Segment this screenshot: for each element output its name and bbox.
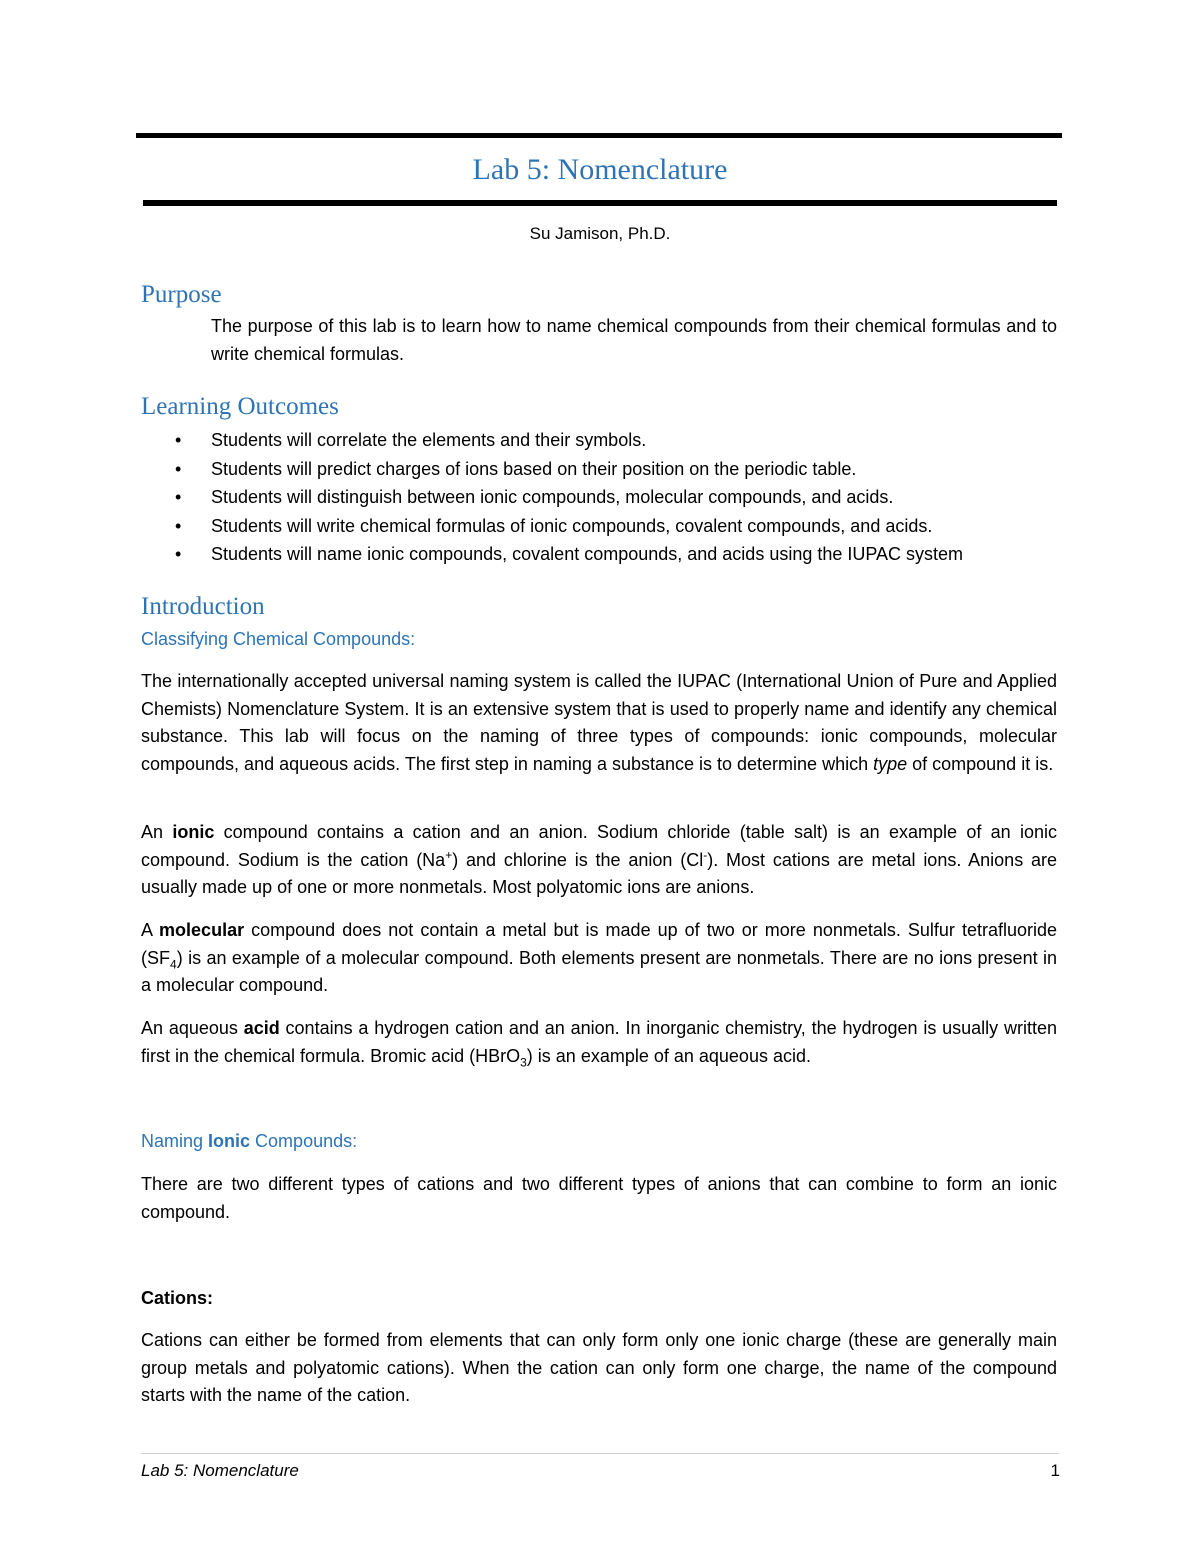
purpose-heading: Purpose — [141, 281, 222, 308]
document-title: Lab 5: Nomenclature — [472, 153, 728, 186]
introduction-heading: Introduction — [141, 593, 265, 620]
list-item: • Students will name ionic compounds, covalent compounds, and acids using the IUPAC system — [141, 540, 1081, 569]
list-item: • Students will correlate the elements and their symbols. — [141, 426, 1081, 455]
list-item: • Students will write chemical formulas of ionic compounds, covalent compounds, and acids. — [141, 512, 1081, 541]
list-item: • Students will predict charges of ions based on their position on the periodic table. — [141, 455, 1081, 484]
intro-paragraph-molecular: A molecular compound does not contain a metal but is made up of two or more nonmetals. Sulfur tetrafluoride $(SF_4)$ is an example of a molecular compound. Both elements present are nonmetals. There are no ions present in a molecular compound. — [141, 920, 1057, 995]
bullet-icon: • — [175, 515, 182, 536]
footer-title: Lab 5: Nomenclature — [141, 1461, 299, 1480]
bullet-icon: • — [175, 544, 182, 564]
cations-text: Cations can either be formed from elements that can only form only one ionic charge (these are generally main group metals and polyatomic cations). When the cation can only form one charge, the name of the compound starts with the name of the cation. — [141, 1330, 1057, 1405]
title-bottom-rule — [143, 200, 1057, 206]
learning-outcomes-heading: Learning Outcomes — [141, 393, 339, 420]
cations-heading: Cations: — [141, 1288, 213, 1308]
page-number: 1 — [1050, 1461, 1060, 1480]
intro-paragraph-ionic: An ionic compound contains a cation and an anion. Sodium chloride (table salt) is an example of an ionic compound. Sodium is the cation (Na+) and chlorine is the anion (Cl-). Most cations are metal ions. Anions are usually made up of one or more nonmetals. Most polyatomic ions are anions. — [141, 822, 1058, 897]
intro-paragraph-1: The internationally accepted universal naming system is called the IUPAC (International Union of Pure and Applied Chemists) Nomenclature System. It is an extensive system that is used to properly name and identify any chemical substance. This lab will focus on the naming of three types of compounds: ionic compounds, molecular compounds, and aqueous acids. The first step in naming a substance is to determine which type of compound it is. — [141, 671, 1057, 774]
author: Su Jamison, Ph.D. — [529, 224, 671, 243]
classifying-subheading: Classifying Chemical Compounds: — [141, 629, 416, 649]
purpose-text: The purpose of this lab is to learn how to name chemical compounds from their chemical formulas and to write chemical formulas. — [211, 316, 1057, 364]
bullet-icon: • — [175, 458, 182, 479]
naming-ionic-heading: Naming Ionic Compounds: — [141, 1131, 358, 1151]
title-top-rule — [136, 133, 1062, 138]
bullet-icon: • — [175, 487, 182, 507]
naming-ionic-text: There are two different types of cations and two different types of anions that can combine to form an ionic compound. — [141, 1174, 1057, 1222]
list-item: • Students will distinguish between ionic compounds, molecular compounds, and acids. — [141, 483, 1081, 512]
learning-outcomes-list — [141, 426, 1081, 569]
intro-paragraph-acid: An aqueous acid contains a hydrogen cation and an anion. In inorganic chemistry, the hydrogen is usually written first in the chemical formula. Bromic acid (HBrO$_3$) is an example of an aqueous acid. — [141, 1018, 1057, 1070]
bullet-icon: • — [175, 430, 182, 450]
footer-divider — [141, 1453, 1059, 1454]
